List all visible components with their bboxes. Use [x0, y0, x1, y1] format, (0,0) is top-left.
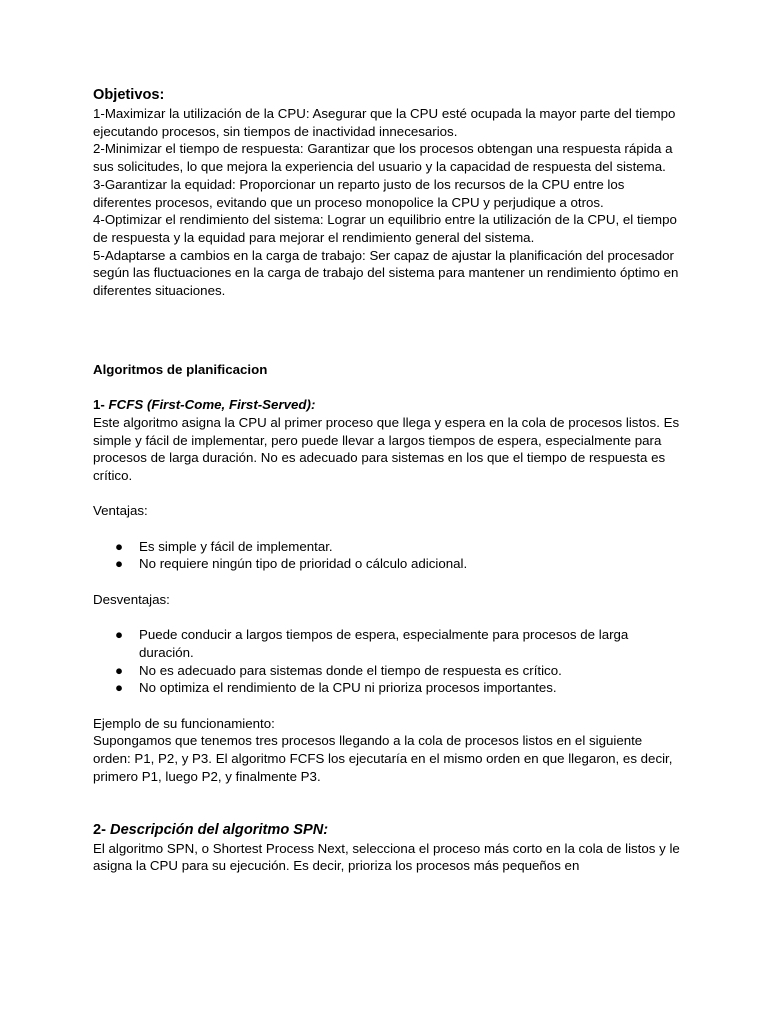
fcfs-title: FCFS (First-Come, First-Served):: [108, 397, 316, 413]
fcfs-heading: [93, 396, 683, 414]
ventajas-label: Ventajas:: [93, 503, 148, 519]
bullet-icon: ●: [115, 680, 124, 696]
bullet-icon: ●: [115, 662, 124, 678]
desventajas-label: Desventajas:: [93, 591, 170, 607]
list-item-text: No requiere ningún tipo de prioridad o cálculo adicional.: [139, 556, 468, 572]
ejemplo-label: Ejemplo de su funcionamiento:: [93, 715, 275, 731]
list-item: [93, 626, 683, 661]
spacer: [93, 378, 683, 396]
list-item-text: No es adecuado para sistemas donde el tiempo de respuesta es crítico.: [139, 662, 562, 678]
bullet-icon: ●: [115, 556, 124, 572]
fcfs-description: Este algoritmo asigna la CPU al primer proceso que llega y espera en la cola de procesos listos. Es simple y fácil de implementar, pero puede llevar a largos tiempos de espera, especialmente para procesos de larga duración. No es adecuado para sistemas en los que el tiempo de respuesta es crítico.: [93, 414, 680, 483]
spacer: [93, 573, 683, 591]
list-item-text: Puede conducir a largos tiempos de espera, especialmente para procesos de larga duración.: [139, 627, 629, 660]
spacer: [93, 697, 683, 715]
spacer: [93, 520, 683, 538]
spn-number: 2-: [93, 821, 111, 838]
objetivo-item-3: 3-Garantizar la equidad: Proporcionar un reparto justo de los recursos de la CPU entre los diferentes procesos, evitando que un proceso monopolice la CPU y perjudique a otros.: [93, 176, 625, 210]
list-item: [93, 538, 683, 556]
list-item: [93, 662, 683, 680]
spacer: [93, 786, 683, 821]
bullet-icon: ●: [115, 538, 124, 554]
spn-description: El algoritmo SPN, o Shortest Process Next, selecciona el proceso más corto en la cola de listos y le asigna la CPU para su ejecución. Es decir, prioriza los procesos más pequeños en: [93, 840, 680, 874]
ventajas-list: [93, 538, 683, 573]
list-item-text: No optimiza el rendimiento de la CPU ni prioriza procesos importantes.: [139, 680, 557, 696]
list-item-text: Es simple y fácil de implementar.: [139, 538, 333, 554]
fcfs-number: 1-: [93, 397, 109, 413]
spn-heading: [93, 821, 683, 840]
objetivo-item-2: 2-Minimizar el tiempo de respuesta: Garantizar que los procesos obtengan una respuesta rápida a sus solicitudes, lo que mejora la experiencia del usuario y la capacidad de respuesta del sistema.: [93, 141, 673, 175]
document-page: [93, 86, 683, 875]
objetivo-item-4: 4-Optimizar el rendimiento del sistema: Lograr un equilibrio entre la utilización de la CPU, el tiempo de respuesta y la equidad para mejorar el rendimiento general del sistema.: [93, 212, 677, 245]
spacer: [93, 609, 683, 627]
spacer: [93, 485, 683, 503]
spacer: [93, 300, 683, 361]
desventajas-list: [93, 626, 683, 697]
list-item: [93, 679, 683, 697]
algoritmos-heading: Algoritmos de planificacion: [93, 361, 268, 377]
bullet-icon: ●: [115, 627, 124, 643]
objetivo-item-5: 5-Adaptarse a cambios en la carga de trabajo: Ser capaz de ajustar la planificación del procesador según las fluctuaciones en la carga de trabajo del sistema para mantener un rendimiento óptimo en diferentes situaciones.: [93, 247, 679, 299]
list-item: [93, 555, 683, 573]
spn-title: Descripción del algoritmo SPN:: [110, 821, 329, 838]
ejemplo-text: Supongamos que tenemos tres procesos llegando a la cola de procesos listos en el siguiente orden: P1, P2, y P3. El algoritmo FCFS los ejecutaría en el mismo orden en que llegaron, es decir, primero P1, luego P2, y finalmente P3.: [93, 733, 673, 784]
objetivos-heading: Objetivos:: [93, 87, 165, 103]
objetivo-item-1: 1-Maximizar la utilización de la CPU: Asegurar que la CPU esté ocupada la mayor parte del tiempo ejecutando procesos, sin tiempos de inactividad innecesarios.: [93, 106, 676, 139]
